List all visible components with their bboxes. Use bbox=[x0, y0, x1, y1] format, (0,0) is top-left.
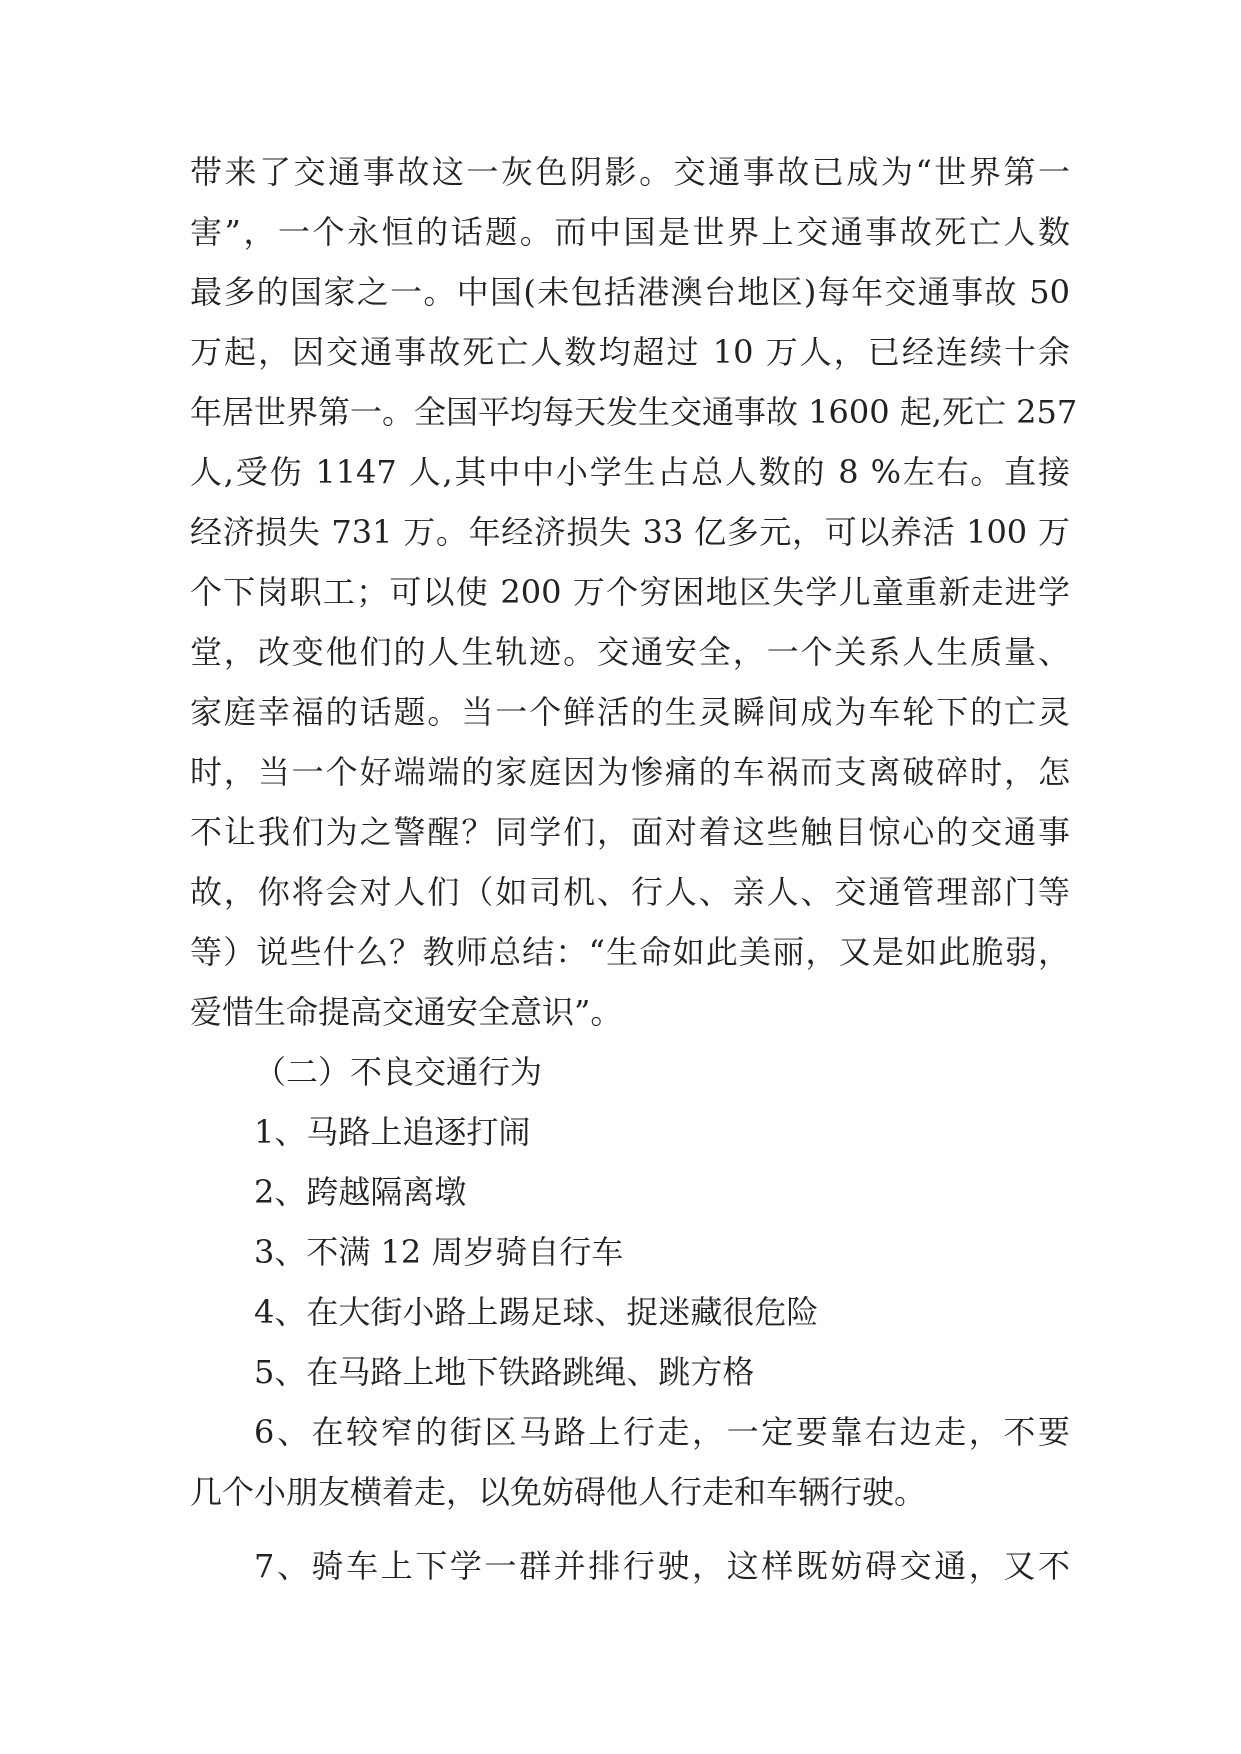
paragraph-line: 几个小朋友横着走，以免妨碍他人行走和车辆行驶。 bbox=[190, 1473, 927, 1511]
bad-behavior-list bbox=[190, 1102, 1070, 1402]
list-item: 5、在马路上地下铁路跳绳、跳方格 bbox=[254, 1353, 755, 1391]
paragraph-line: 年居世界第一。全国平均每天发生交通事故 1600 起,死亡 257 bbox=[190, 393, 1078, 431]
paragraph-line: 不让我们为之警醒？同学们，面对着这些触目惊心的交通事 bbox=[190, 813, 1070, 851]
paragraph-line: 爱惜生命提高交通安全意识”。 bbox=[190, 993, 623, 1031]
body-text bbox=[190, 142, 1078, 1596]
list-item-7 bbox=[190, 1536, 1070, 1596]
paragraph-line: 万起，因交通事故死亡人数均超过 10 万人，已经连续十余 bbox=[190, 333, 1070, 371]
paragraph-line: 6、在较窄的街区马路上行走，一定要靠右边走，不要 bbox=[254, 1413, 1070, 1451]
list-item: 1、马路上追逐打闹 bbox=[254, 1113, 531, 1151]
paragraph-line: 7、骑车上下学一群并排行驶，这样既妨碍交通，又不 bbox=[254, 1547, 1070, 1585]
section-heading: （二）不良交通行为 bbox=[254, 1053, 543, 1091]
paragraph-line: 故，你将会对人们（如司机、行人、亲人、交通管理部门等 bbox=[190, 873, 1070, 911]
paragraph-line: 时，当一个好端端的家庭因为惨痛的车祸而支离破碎时，怎 bbox=[190, 753, 1070, 791]
list-item: 3、不满 12 周岁骑自行车 bbox=[254, 1233, 624, 1271]
paragraph-traffic-statistics bbox=[190, 142, 1078, 1042]
list-item-6 bbox=[190, 1402, 1070, 1522]
paragraph-line: 带来了交通事故这一灰色阴影。交通事故已成为“世界第一 bbox=[190, 153, 1070, 191]
paragraph-line: 堂，改变他们的人生轨迹。交通安全，一个关系人生质量、 bbox=[190, 633, 1070, 671]
paragraph-line: 家庭幸福的话题。当一个鲜活的生灵瞬间成为车轮下的亡灵 bbox=[190, 693, 1070, 731]
list-item: 2、跨越隔离墩 bbox=[254, 1173, 467, 1211]
list-item: 4、在大街小路上踢足球、捉迷藏很危险 bbox=[254, 1293, 819, 1331]
paragraph-line: 最多的国家之一。中国(未包括港澳台地区)每年交通事故 50 bbox=[190, 273, 1070, 311]
paragraph-line: 个下岗职工；可以使 200 万个穷困地区失学儿童重新走进学 bbox=[190, 573, 1070, 611]
paragraph-line: 等）说些什么？教师总结：“生命如此美丽，又是如此脆弱， bbox=[190, 933, 1070, 971]
paragraph-line: 害”，一个永恒的话题。而中国是世界上交通事故死亡人数 bbox=[190, 213, 1070, 251]
paragraph-line: 经济损失 731 万。年经济损失 33 亿多元，可以养活 100 万 bbox=[190, 513, 1070, 551]
paragraph-line: 人,受伤 1147 人,其中中小学生占总人数的 8 %左右。直接 bbox=[190, 453, 1070, 491]
